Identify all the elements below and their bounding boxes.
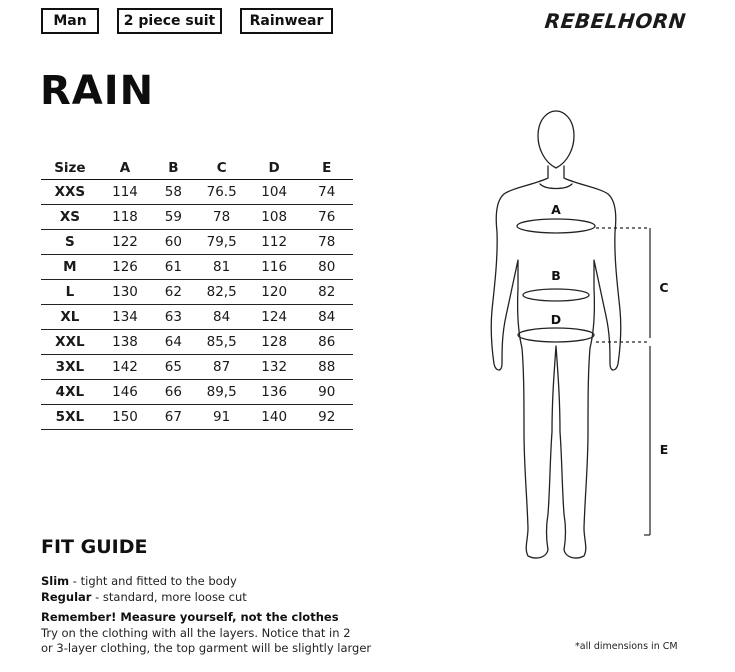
tag-man: Man [41, 8, 99, 34]
measurement-cell: 78 [300, 230, 353, 255]
measurement-cell: 87 [195, 355, 248, 380]
figure-head [538, 111, 574, 168]
table-header-row [41, 157, 353, 180]
fit-regular-term: Regular [41, 590, 92, 604]
measurement-cell: 84 [300, 305, 353, 330]
measurement-cell: 88 [300, 355, 353, 380]
measurement-cell: 80 [300, 255, 353, 280]
measure-b-waist [523, 289, 589, 301]
table-row [41, 355, 353, 380]
fit-remember-note: Remember! Measure yourself, not the clothes [41, 610, 339, 624]
size-label-cell: 4XL [41, 380, 99, 405]
measurement-cell: 67 [151, 405, 195, 430]
table-row [41, 405, 353, 430]
label-b: B [551, 268, 561, 283]
measurement-cell: 66 [151, 380, 195, 405]
table-row [41, 380, 353, 405]
measurement-cell: 112 [248, 230, 301, 255]
tag-2-piece-suit: 2 piece suit [117, 8, 222, 34]
measurement-cell: 60 [151, 230, 195, 255]
column-header-a: A [99, 157, 152, 180]
measurement-cell: 124 [248, 305, 301, 330]
measurement-cell: 65 [151, 355, 195, 380]
measurement-cell: 120 [248, 280, 301, 305]
measurement-cell: 126 [99, 255, 152, 280]
measurement-cell: 140 [248, 405, 301, 430]
measurement-cell: 61 [151, 255, 195, 280]
measurement-cell: 134 [99, 305, 152, 330]
measurement-cell: 130 [99, 280, 152, 305]
measurement-cell: 92 [300, 405, 353, 430]
measurement-cell: 150 [99, 405, 152, 430]
label-d: D [550, 312, 562, 327]
measurement-cell: 108 [248, 205, 301, 230]
fit-note-line-1: Try on the clothing with all the layers. Notice that in 2 [41, 626, 351, 640]
measurement-cell: 76 [300, 205, 353, 230]
size-label-cell: XL [41, 305, 99, 330]
tag-rainwear: Rainwear [240, 8, 333, 34]
measure-d-hips [518, 328, 594, 342]
table-row [41, 305, 353, 330]
measurement-cell: 142 [99, 355, 152, 380]
measurement-cell: 89,5 [195, 380, 248, 405]
column-header-c: C [195, 157, 248, 180]
measurement-cell: 58 [151, 180, 195, 205]
table-row [41, 205, 353, 230]
measurement-cell: 122 [99, 230, 152, 255]
measurement-cell: 76.5 [195, 180, 248, 205]
brand-logo: REBELHORN [543, 9, 688, 33]
fit-guide-title: FIT GUIDE [41, 536, 148, 558]
fit-slim-term: Slim [41, 574, 70, 588]
measurement-cell: 90 [300, 380, 353, 405]
fit-slim-desc: - tight and fitted to the body [69, 574, 237, 588]
table-row [41, 180, 353, 205]
measurement-cell: 84 [195, 305, 248, 330]
size-label-cell: 3XL [41, 355, 99, 380]
figure-body-outline [491, 166, 621, 558]
measure-a-chest [517, 219, 595, 233]
measurement-cell: 78 [195, 205, 248, 230]
size-label-cell: M [41, 255, 99, 280]
table-row [41, 280, 353, 305]
table-row [41, 255, 353, 280]
fit-regular-line [41, 590, 247, 604]
measurement-cell: 114 [99, 180, 152, 205]
measurement-cell: 136 [248, 380, 301, 405]
size-label-cell: XXL [41, 330, 99, 355]
measurement-cell: 86 [300, 330, 353, 355]
measurement-cell: 118 [99, 205, 152, 230]
column-header-size: Size [41, 157, 99, 180]
dimensions-footnote: *all dimensions in CM [575, 641, 678, 652]
measurement-cell: 64 [151, 330, 195, 355]
measurement-cell: 128 [248, 330, 301, 355]
fit-regular-desc: - standard, more loose cut [91, 590, 247, 604]
measurement-cell: 91 [195, 405, 248, 430]
measurement-cell: 74 [300, 180, 353, 205]
column-header-e: E [300, 157, 353, 180]
measurement-cell: 82 [300, 280, 353, 305]
measurement-cell: 116 [248, 255, 301, 280]
size-table [41, 157, 353, 430]
size-label-cell: XS [41, 205, 99, 230]
page-title: RAIN [40, 68, 155, 114]
label-e: E [659, 442, 669, 457]
size-label-cell: L [41, 280, 99, 305]
fit-slim-line [41, 574, 237, 588]
size-label-cell: 5XL [41, 405, 99, 430]
measurement-cell: 85,5 [195, 330, 248, 355]
label-c: C [659, 280, 669, 295]
measurement-cell: 146 [99, 380, 152, 405]
fit-note-line-2: or 3-layer clothing, the top garment will be slightly larger [41, 641, 372, 655]
measurement-cell: 132 [248, 355, 301, 380]
table-row [41, 330, 353, 355]
measurement-cell: 138 [99, 330, 152, 355]
size-label-cell: XXS [41, 180, 99, 205]
label-a: A [551, 202, 561, 217]
column-header-d: D [248, 157, 301, 180]
body-measurement-figure [480, 110, 690, 565]
measurement-cell: 82,5 [195, 280, 248, 305]
table-row [41, 230, 353, 255]
measurement-cell: 104 [248, 180, 301, 205]
measurement-cell: 63 [151, 305, 195, 330]
measurement-cell: 59 [151, 205, 195, 230]
measurement-cell: 81 [195, 255, 248, 280]
measurement-cell: 62 [151, 280, 195, 305]
measurement-cell: 79,5 [195, 230, 248, 255]
size-label-cell: S [41, 230, 99, 255]
column-header-b: B [151, 157, 195, 180]
